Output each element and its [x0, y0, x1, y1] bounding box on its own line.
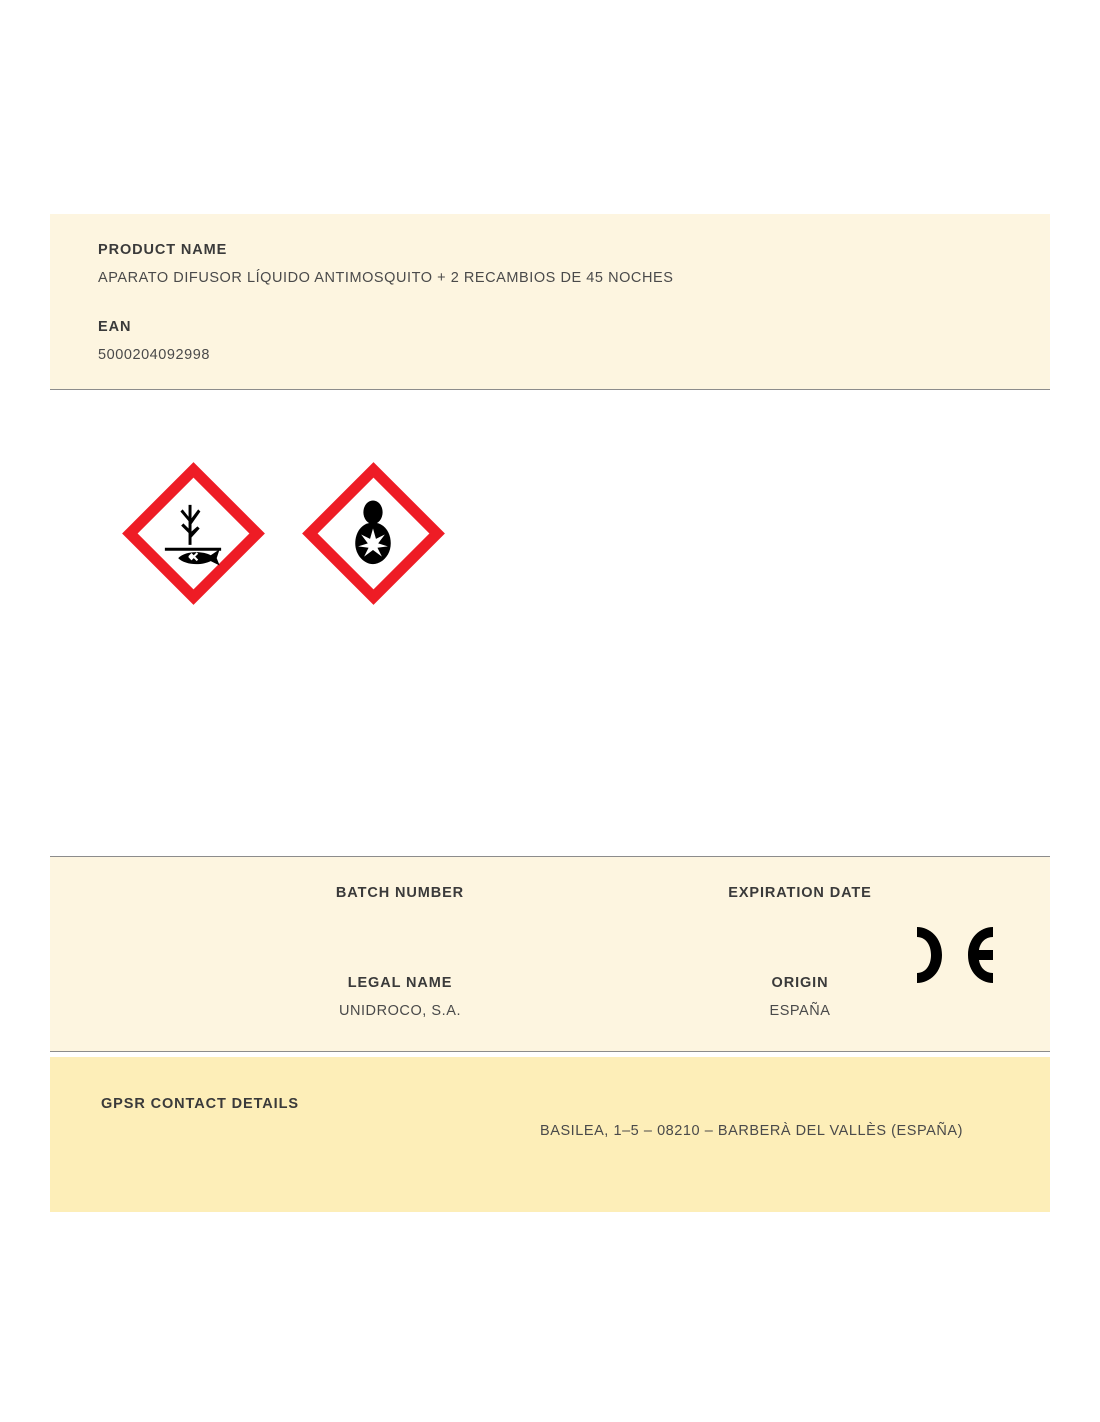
expiration-date-label: EXPIRATION DATE	[728, 885, 872, 901]
hazard-pictogram-group	[118, 458, 448, 608]
gpsr-contact-address: BASILEA, 1–5 – 08210 – BARBERÀ DEL VALLÈS (ESPAÑA)	[540, 1123, 963, 1139]
product-info-panel	[50, 214, 1050, 390]
ghs09-environment-icon	[118, 458, 268, 608]
batch-number-field	[230, 885, 570, 913]
legal-name-value: UNIDROCO, S.A.	[338, 1003, 462, 1019]
origin-value: ESPAÑA	[769, 1003, 831, 1019]
product-name-field	[98, 242, 1002, 286]
ce-marking-icon	[910, 925, 1010, 985]
gpsr-contact-label: GPSR CONTACT DETAILS	[101, 1096, 299, 1112]
health-hazard-symbol-icon	[336, 496, 410, 570]
legal-name-field	[230, 975, 570, 1019]
label-details-panel	[50, 856, 1050, 1052]
product-name-label: PRODUCT NAME	[98, 242, 228, 258]
ghs08-health-hazard-icon	[298, 458, 448, 608]
origin-label: ORIGIN	[771, 975, 829, 991]
legal-name-label: LEGAL NAME	[347, 975, 453, 991]
expiration-date-field	[630, 885, 970, 913]
ean-field	[98, 319, 1002, 363]
gpsr-contact-panel	[50, 1057, 1050, 1212]
environment-symbol-icon	[156, 496, 230, 570]
ean-value: 5000204092998	[98, 347, 210, 363]
batch-number-label: BATCH NUMBER	[335, 885, 465, 901]
product-name-value: APARATO DIFUSOR LÍQUIDO ANTIMOSQUITO + 2 RECAMBIOS DE 45 NOCHES	[98, 270, 674, 286]
ean-label: EAN	[98, 319, 132, 335]
